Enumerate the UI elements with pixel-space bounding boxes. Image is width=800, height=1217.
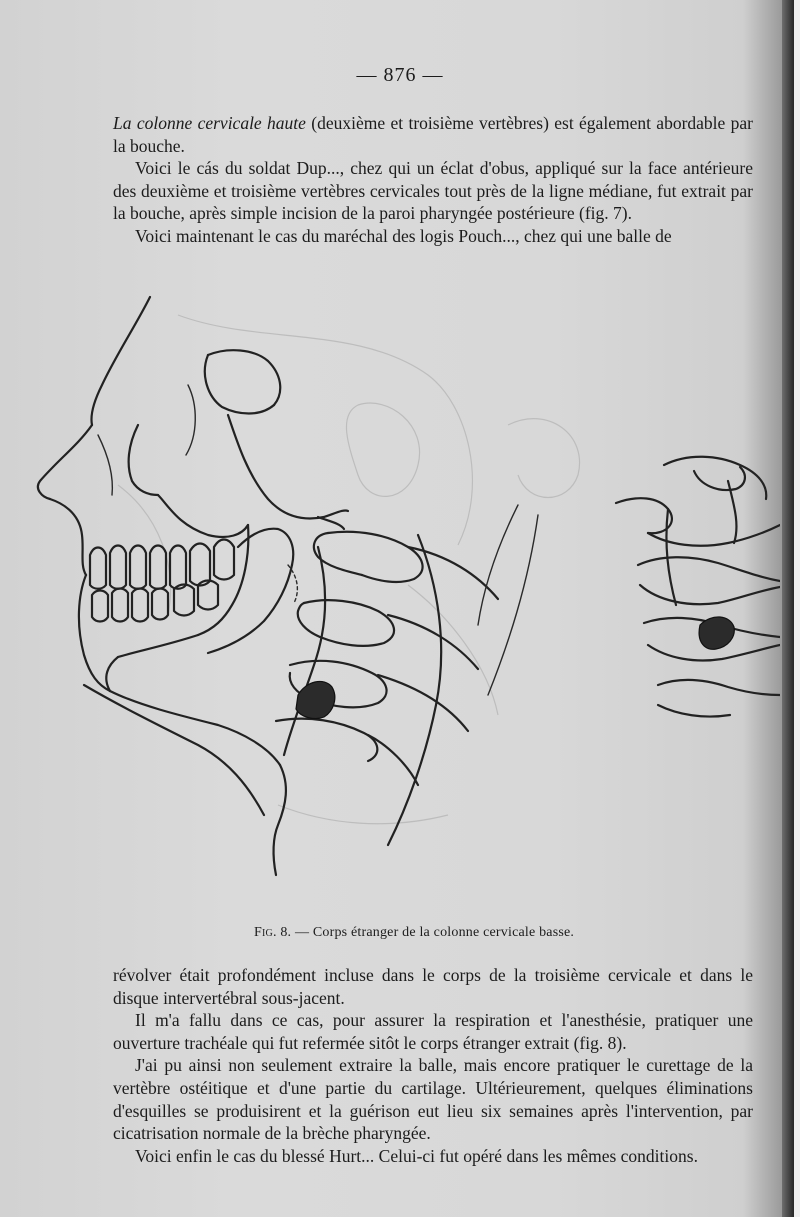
paragraph-soldier-dup: Voici le cás du soldat Dup..., chez qui un éclat d'obus, appliqué sur la face antérieure des deuxième et troisième vertèbres cervicales tout près de la ligne médiane, fut extrait par la bouche, après simple incision de la paroi pharyngée postérieure (fig. 7). <box>113 158 753 224</box>
foreign-body-side-view <box>296 681 335 718</box>
italic-term: La colonne cervicale haute <box>113 113 306 133</box>
page-number: — 876 — <box>356 64 444 86</box>
figure-label: Fig. 8. <box>254 925 292 940</box>
figure-8-illustration <box>28 285 780 915</box>
skull-and-spine-drawing <box>28 285 780 915</box>
foreign-body-detail-view <box>699 617 734 649</box>
paragraph-curettage: J'ai pu ainsi non seulement extraire la balle, mais encore pratiquer le curettage de la vertèbre ostéitique et d'une partie du cartilage. Ultérieurement, quelques éliminations d'esquilles se produisirent et la guérison eut lieu six semaines après l'intervention, par cicatrisation normale de la brèche pharyngée. <box>113 1055 753 1144</box>
paragraph-revolver-ball: révolver était profondément incluse dans le corps de la troisième cervicale et dans le disque intervertébral sous-jacent. <box>113 965 753 1008</box>
paragraph-blesse-hurt: Voici enfin le cas du blessé Hurt... Celui-ci fut opéré dans les mêmes conditions. <box>135 1145 698 1166</box>
cervical-vertebrae-detail <box>616 457 780 717</box>
top-text-block <box>113 112 753 248</box>
paragraph-tracheal-opening: Il m'a fallu dans ce cas, pour assurer la respiration et l'anesthésie, pratiquer une ouverture trachéale qui fut refermée sitôt le corps étranger extrait (fig. 8). <box>113 1010 753 1053</box>
book-binding-edge <box>782 0 800 1217</box>
figure-caption-text: — Corps étranger de la colonne cervicale basse. <box>291 925 575 940</box>
cervical-vertebrae-side <box>276 505 538 845</box>
paragraph-marechal-pouch: Voici maintenant le cas du maréchal des logis Pouch..., chez qui une balle de <box>135 225 672 246</box>
paragraph-cervical-high <box>113 112 753 157</box>
bottom-text-block <box>113 964 753 1167</box>
paragraph-text: (deuxième et troisième vertèbres) est également abordable par la bouche. <box>113 113 753 156</box>
bleed-through-marks <box>118 315 580 824</box>
skull-outline <box>38 297 348 875</box>
figure-caption <box>254 925 654 941</box>
